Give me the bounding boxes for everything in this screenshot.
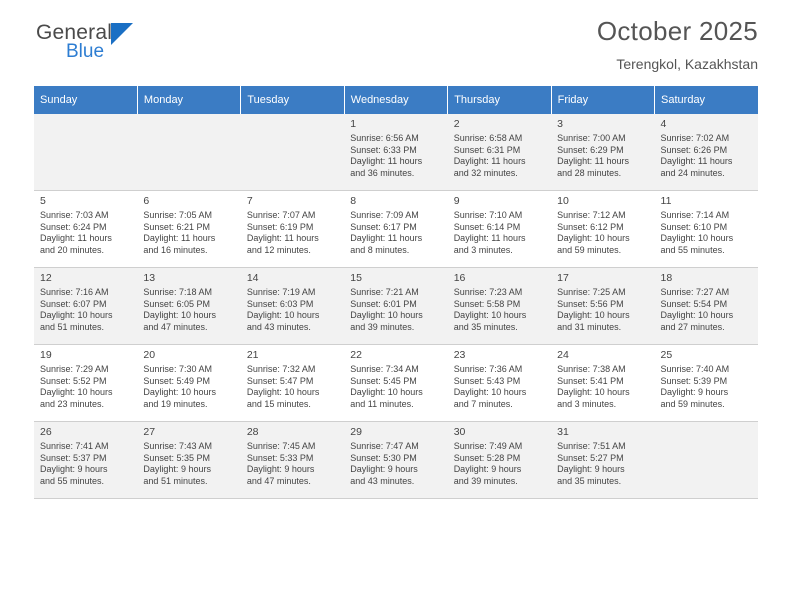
daylight-text-line1: Daylight: 10 hours: [557, 310, 630, 320]
day-number: 12: [40, 272, 52, 284]
day-cell: [551, 268, 654, 345]
day-cell: [448, 345, 551, 422]
day-details: [661, 287, 753, 333]
day-details: [557, 133, 649, 179]
daylight-text-line2: and 12 minutes.: [246, 244, 311, 255]
weekday-header-saturday: Saturday: [655, 86, 758, 114]
daylight-text-line2: and 31 minutes.: [557, 321, 622, 332]
daylight-text-line1: Daylight: 11 hours: [143, 233, 216, 243]
daylight-text-line1: Daylight: 11 hours: [350, 233, 423, 243]
calendar-week-row: [34, 114, 758, 191]
day-number: 2: [453, 118, 460, 130]
daylight-text-line1: Daylight: 10 hours: [453, 387, 527, 397]
day-details: [350, 133, 442, 179]
day-cell: [34, 422, 137, 499]
daylight-text-line2: and 27 minutes.: [660, 321, 725, 332]
sunset-text: Sunset: 6:14 PM: [453, 221, 521, 232]
sunset-text: Sunset: 6:17 PM: [350, 221, 417, 232]
day-cell: [241, 268, 344, 345]
sunrise-text: Sunrise: 7:12 AM: [557, 210, 626, 220]
day-cell: [448, 114, 551, 191]
day-number: 24: [557, 349, 569, 361]
daylight-text-line2: and 35 minutes.: [453, 321, 518, 332]
sunset-text: Sunset: 5:43 PM: [453, 375, 521, 386]
day-cell: [344, 422, 447, 499]
day-cell: [34, 268, 137, 345]
weekday-header-tuesday: Tuesday: [241, 86, 344, 114]
day-number: 10: [557, 195, 569, 207]
day-cell: [448, 422, 551, 499]
daylight-text-line2: and 32 minutes.: [453, 167, 518, 178]
logo: [36, 22, 236, 62]
day-details: [40, 210, 132, 256]
day-details: [454, 364, 546, 410]
daylight-text-line2: and 43 minutes.: [246, 321, 311, 332]
day-cell-empty: [241, 114, 344, 191]
daylight-text-line1: Daylight: 9 hours: [660, 387, 729, 397]
sunset-text: Sunset: 6:21 PM: [143, 221, 210, 232]
sunrise-text: Sunrise: 7:02 AM: [660, 133, 730, 143]
sunrise-text: Sunrise: 7:51 AM: [557, 441, 626, 451]
day-number: 1: [350, 118, 357, 130]
day-details: [661, 133, 753, 179]
daylight-text-line1: Daylight: 11 hours: [246, 233, 319, 243]
logo-text-general: General: [36, 21, 113, 44]
weekday-header-wednesday: Wednesday: [344, 86, 447, 114]
daylight-text-line2: and 23 minutes.: [40, 398, 105, 409]
page-header: [34, 0, 758, 86]
daylight-text-line1: Daylight: 10 hours: [246, 310, 320, 320]
daylight-text-line2: and 59 minutes.: [557, 244, 622, 255]
day-cell: [551, 422, 654, 499]
day-number: 27: [143, 426, 156, 438]
day-details: [247, 287, 339, 333]
sunset-text: Sunset: 5:27 PM: [557, 452, 624, 463]
sunset-text: Sunset: 5:52 PM: [40, 375, 107, 386]
day-cell: [137, 345, 240, 422]
sunrise-text: Sunrise: 7:49 AM: [453, 441, 523, 451]
daylight-text-line2: and 55 minutes.: [660, 244, 725, 255]
sunset-text: Sunset: 5:28 PM: [453, 452, 521, 463]
day-cell: [448, 268, 551, 345]
day-cell-empty: [655, 422, 758, 499]
sunset-text: Sunset: 5:49 PM: [143, 375, 210, 386]
sunset-text: Sunset: 5:45 PM: [350, 375, 417, 386]
daylight-text-line1: Daylight: 10 hours: [143, 310, 216, 320]
sunset-text: Sunset: 6:12 PM: [557, 221, 624, 232]
daylight-text-line2: and 3 minutes.: [453, 244, 513, 255]
daylight-text-line1: Daylight: 11 hours: [557, 156, 629, 166]
day-number: 16: [453, 272, 466, 284]
day-cell: [34, 191, 137, 268]
sunrise-sunset-calendar: [34, 86, 758, 499]
daylight-text-line2: and 36 minutes.: [350, 167, 415, 178]
day-details: [143, 441, 235, 487]
daylight-text-line1: Daylight: 9 hours: [40, 464, 108, 474]
day-number: 19: [40, 349, 52, 361]
sunset-text: Sunset: 6:10 PM: [660, 221, 728, 232]
day-number: 13: [143, 272, 156, 284]
day-cell: [137, 191, 240, 268]
day-details: [454, 441, 546, 487]
day-number: 17: [557, 272, 569, 284]
sunrise-text: Sunrise: 7:45 AM: [246, 441, 316, 451]
daylight-text-line1: Daylight: 10 hours: [453, 310, 527, 320]
sunset-text: Sunset: 6:26 PM: [660, 144, 728, 155]
day-details: [350, 441, 442, 487]
sunset-text: Sunset: 5:39 PM: [660, 375, 728, 386]
sunrise-text: Sunrise: 6:58 AM: [453, 133, 523, 143]
logo-text-blue: Blue: [66, 41, 105, 62]
sunrise-text: Sunrise: 7:18 AM: [143, 287, 212, 297]
day-number: 8: [350, 195, 357, 207]
day-cell: [655, 191, 758, 268]
day-details: [350, 287, 442, 333]
daylight-text-line2: and 8 minutes.: [350, 244, 410, 255]
daylight-text-line2: and 59 minutes.: [660, 398, 725, 409]
sunrise-text: Sunrise: 7:09 AM: [350, 210, 419, 220]
daylight-text-line2: and 3 minutes.: [557, 398, 617, 409]
day-cell: [34, 345, 137, 422]
sunrise-text: Sunrise: 7:03 AM: [40, 210, 109, 220]
calendar-week-row: [34, 422, 758, 499]
day-details: [454, 287, 546, 333]
day-number: 25: [660, 349, 673, 361]
sunrise-text: Sunrise: 7:43 AM: [143, 441, 212, 451]
sunset-text: Sunset: 6:19 PM: [246, 221, 314, 232]
daylight-text-line2: and 11 minutes.: [350, 398, 414, 409]
sunrise-text: Sunrise: 7:23 AM: [453, 287, 523, 297]
sunrise-text: Sunrise: 7:00 AM: [557, 133, 626, 143]
daylight-text-line1: Daylight: 11 hours: [40, 233, 112, 243]
sunrise-text: Sunrise: 7:21 AM: [350, 287, 419, 297]
day-details: [661, 364, 753, 410]
sunset-text: Sunset: 6:01 PM: [350, 298, 417, 309]
daylight-text-line2: and 43 minutes.: [350, 475, 415, 486]
weekday-header-sunday: Sunday: [34, 86, 137, 114]
day-cell: [241, 345, 344, 422]
day-number: 28: [246, 426, 259, 438]
sunset-text: Sunset: 6:05 PM: [143, 298, 210, 309]
day-number: 26: [40, 426, 52, 438]
day-number: 18: [660, 272, 673, 284]
sunrise-text: Sunrise: 7:34 AM: [350, 364, 419, 374]
day-cell: [655, 345, 758, 422]
daylight-text-line1: Daylight: 9 hours: [557, 464, 625, 474]
day-cell-empty: [137, 114, 240, 191]
day-number: 11: [660, 195, 672, 207]
day-number: 21: [246, 349, 259, 361]
sunrise-text: Sunrise: 7:30 AM: [143, 364, 212, 374]
day-number: 7: [246, 195, 253, 207]
day-number: 22: [350, 349, 362, 361]
sunset-text: Sunset: 6:24 PM: [40, 221, 107, 232]
daylight-text-line1: Daylight: 10 hours: [557, 387, 630, 397]
sunset-text: Sunset: 5:56 PM: [557, 298, 624, 309]
calendar-week-row: [34, 345, 758, 422]
day-cell-empty: [34, 114, 137, 191]
day-cell: [551, 191, 654, 268]
sunrise-text: Sunrise: 7:25 AM: [557, 287, 626, 297]
sunset-text: Sunset: 5:33 PM: [246, 452, 314, 463]
daylight-text-line1: Daylight: 10 hours: [143, 387, 216, 397]
sunrise-text: Sunrise: 7:40 AM: [660, 364, 730, 374]
day-cell: [137, 422, 240, 499]
day-number: 9: [453, 195, 460, 207]
daylight-text-line2: and 39 minutes.: [350, 321, 415, 332]
day-cell: [344, 268, 447, 345]
day-number: 3: [557, 118, 563, 130]
daylight-text-line1: Daylight: 11 hours: [350, 156, 423, 166]
sunset-text: Sunset: 5:41 PM: [557, 375, 624, 386]
daylight-text-line2: and 20 minutes.: [40, 244, 105, 255]
sunrise-text: Sunrise: 7:14 AM: [660, 210, 730, 220]
day-cell: [655, 114, 758, 191]
daylight-text-line2: and 55 minutes.: [40, 475, 105, 486]
day-details: [454, 133, 546, 179]
daylight-text-line2: and 15 minutes.: [246, 398, 311, 409]
weekday-header-friday: Friday: [551, 86, 654, 114]
daylight-text-line2: and 24 minutes.: [660, 167, 725, 178]
sunset-text: Sunset: 5:47 PM: [246, 375, 314, 386]
day-details: [143, 287, 235, 333]
day-number: 14: [246, 272, 259, 284]
day-number: 4: [660, 118, 667, 130]
day-cell: [551, 345, 654, 422]
day-details: [350, 364, 442, 410]
day-number: 20: [143, 349, 156, 361]
day-cell: [655, 268, 758, 345]
daylight-text-line1: Daylight: 10 hours: [660, 233, 734, 243]
daylight-text-line1: Daylight: 9 hours: [246, 464, 315, 474]
day-number: 6: [143, 195, 150, 207]
day-cell: [241, 191, 344, 268]
sunrise-text: Sunrise: 7:36 AM: [453, 364, 523, 374]
sunrise-text: Sunrise: 7:19 AM: [246, 287, 316, 297]
sunset-text: Sunset: 5:58 PM: [453, 298, 521, 309]
sunrise-text: Sunrise: 7:29 AM: [40, 364, 109, 374]
weekday-header-row: [34, 86, 758, 114]
day-cell: [137, 268, 240, 345]
day-details: [557, 441, 649, 487]
sunrise-text: Sunrise: 7:07 AM: [246, 210, 316, 220]
day-details: [40, 364, 132, 410]
day-cell: [551, 114, 654, 191]
daylight-text-line1: Daylight: 9 hours: [350, 464, 418, 474]
daylight-text-line1: Daylight: 11 hours: [453, 156, 526, 166]
day-number: 5: [40, 195, 46, 207]
day-details: [247, 441, 339, 487]
daylight-text-line2: and 39 minutes.: [453, 475, 518, 486]
day-details: [557, 364, 649, 410]
sunrise-text: Sunrise: 7:41 AM: [40, 441, 109, 451]
day-details: [40, 441, 132, 487]
day-cell: [448, 191, 551, 268]
day-details: [40, 287, 132, 333]
daylight-text-line2: and 7 minutes.: [453, 398, 513, 409]
day-details: [143, 210, 235, 256]
sunrise-text: Sunrise: 6:56 AM: [350, 133, 419, 143]
day-cell: [344, 114, 447, 191]
triangle-logo-mark-icon: [111, 23, 133, 45]
daylight-text-line2: and 19 minutes.: [143, 398, 208, 409]
sunrise-text: Sunrise: 7:47 AM: [350, 441, 419, 451]
daylight-text-line1: Daylight: 9 hours: [453, 464, 522, 474]
daylight-text-line2: and 35 minutes.: [557, 475, 622, 486]
day-details: [557, 287, 649, 333]
sunrise-text: Sunrise: 7:10 AM: [453, 210, 523, 220]
day-details: [350, 210, 442, 256]
sunset-text: Sunset: 5:37 PM: [40, 452, 107, 463]
weekday-header-thursday: Thursday: [448, 86, 551, 114]
daylight-text-line1: Daylight: 10 hours: [246, 387, 320, 397]
day-details: [661, 210, 753, 256]
daylight-text-line2: and 51 minutes.: [40, 321, 105, 332]
daylight-text-line1: Daylight: 10 hours: [350, 387, 423, 397]
daylight-text-line1: Daylight: 10 hours: [350, 310, 423, 320]
day-number: 23: [453, 349, 466, 361]
sunset-text: Sunset: 6:29 PM: [557, 144, 624, 155]
daylight-text-line1: Daylight: 9 hours: [143, 464, 211, 474]
sunrise-text: Sunrise: 7:38 AM: [557, 364, 626, 374]
day-number: 29: [350, 426, 362, 438]
sunset-text: Sunset: 6:03 PM: [246, 298, 314, 309]
sunset-text: Sunset: 5:54 PM: [660, 298, 728, 309]
daylight-text-line1: Daylight: 10 hours: [660, 310, 734, 320]
daylight-text-line1: Daylight: 10 hours: [557, 233, 630, 243]
daylight-text-line2: and 28 minutes.: [557, 167, 622, 178]
sunrise-text: Sunrise: 7:05 AM: [143, 210, 212, 220]
day-details: [247, 364, 339, 410]
weekday-header-monday: Monday: [137, 86, 240, 114]
sunrise-text: Sunrise: 7:16 AM: [40, 287, 109, 297]
calendar-week-row: [34, 268, 758, 345]
day-cell: [344, 191, 447, 268]
page-title: October 2025: [596, 16, 758, 46]
daylight-text-line1: Daylight: 10 hours: [40, 387, 113, 397]
day-cell: [241, 422, 344, 499]
daylight-text-line1: Daylight: 11 hours: [660, 156, 733, 166]
day-cell: [344, 345, 447, 422]
day-details: [454, 210, 546, 256]
calendar-week-row: [34, 191, 758, 268]
sunset-text: Sunset: 5:35 PM: [143, 452, 210, 463]
sunset-text: Sunset: 6:07 PM: [40, 298, 107, 309]
daylight-text-line2: and 47 minutes.: [246, 475, 311, 486]
sunset-text: Sunset: 6:33 PM: [350, 144, 417, 155]
sunset-text: Sunset: 6:31 PM: [453, 144, 521, 155]
daylight-text-line2: and 47 minutes.: [143, 321, 208, 332]
sunset-text: Sunset: 5:30 PM: [350, 452, 417, 463]
sunrise-text: Sunrise: 7:27 AM: [660, 287, 730, 297]
daylight-text-line1: Daylight: 11 hours: [453, 233, 526, 243]
day-number: 30: [453, 426, 466, 438]
day-number: 15: [350, 272, 362, 284]
day-details: [557, 210, 649, 256]
page-subtitle-location: Terengkol, Kazakhstan: [616, 56, 758, 72]
sunrise-text: Sunrise: 7:32 AM: [246, 364, 316, 374]
day-number: 31: [557, 426, 569, 438]
daylight-text-line2: and 16 minutes.: [143, 244, 208, 255]
day-details: [247, 210, 339, 256]
daylight-text-line1: Daylight: 10 hours: [40, 310, 113, 320]
day-details: [143, 364, 235, 410]
daylight-text-line2: and 51 minutes.: [143, 475, 208, 486]
